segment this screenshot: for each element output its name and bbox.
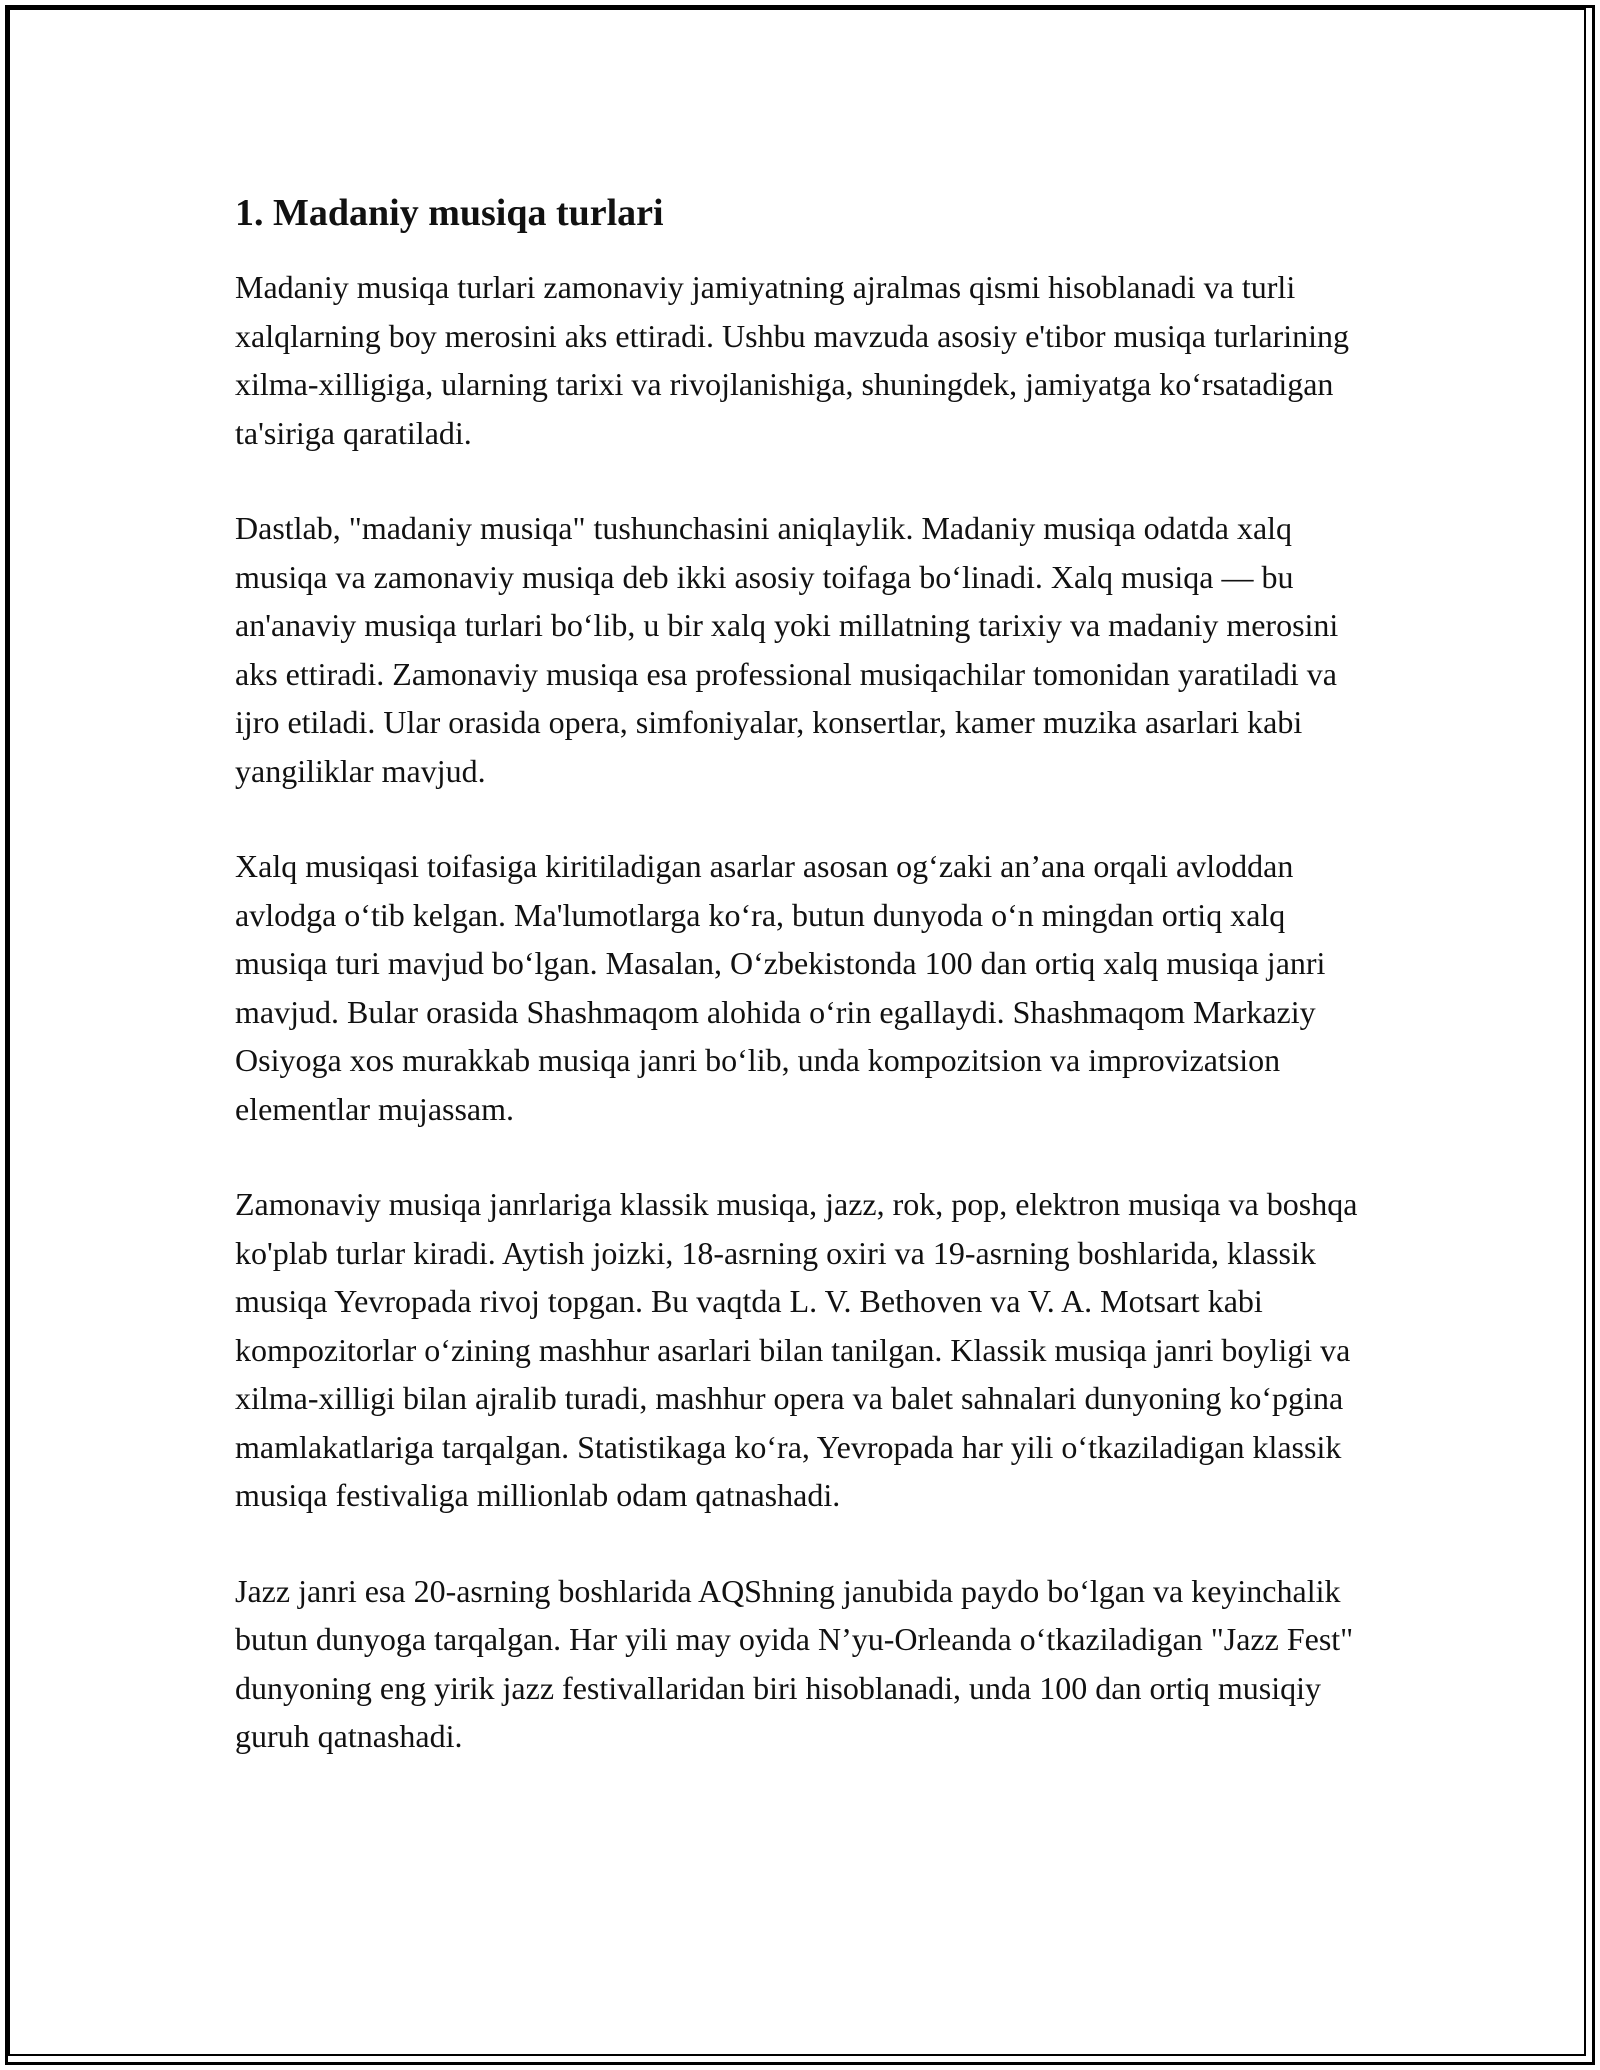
paragraph-intro: Madaniy musiqa turlari zamonaviy jamiyatning ajralmas qismi hisoblanadi va turli xalqlarning boy merosini aks ettiradi. Ushbu mavzuda asosiy e'tibor musiqa turlarining xilma-xilligiga, ularning tarixi va rivojlanishiga, shuningdek, jamiyatga ko‘rsatadigan ta'siriga qaratiladi. — [235, 269, 1349, 451]
paragraph-folk-music: Xalq musiqasi toifasiga kiritiladigan asarlar asosan og‘zaki an’ana orqali avloddan avlodga o‘tib kelgan. Ma'lumotlarga ko‘ra, butun dunyoda o‘n mingdan ortiq xalq musiqa turi mavjud bo‘lgan. Masalan, O‘zbekistonda 100 dan ortiq xalq musiqa janri mavjud. Bular orasida Shashmaqom alohida o‘rin egallaydi. Shashmaqom Markaziy Osiyoga xos murakkab musiqa janri bo‘lib, unda kompozitsion va improvizatsion elementlar mujassam. — [235, 848, 1326, 1127]
section-heading: 1. Madaniy musiqa turlari — [235, 192, 664, 234]
paragraph-modern-music: Zamonaviy musiqa janrlariga klassik musiqa, jazz, rok, pop, elektron musiqa va boshqa ko'plab turlar kiradi. Aytish joizki, 18-asrning oxiri va 19-asrning boshlarida, klassik musiqa Yevropada rivoj topgan. Bu vaqtda L. V. Bethoven va V. A. Motsart kabi kompozitorlar o‘zining mashhur asarlari bilan tanilgan. Klassik musiqa janri boyligi va xilma-xilligi bilan ajralib turadi, mashhur opera va balet sahnalari dunyoning ko‘pgina mamlakatlariga tarqalgan. Statistikaga ko‘ra, Yevropada har yili o‘tkaziladigan klassik musiqa festivaliga millionlab odam qatnashadi. — [235, 1186, 1358, 1513]
document-body — [235, 185, 1375, 1808]
paragraph-jazz: Jazz janri esa 20-asrning boshlarida AQShning janubida paydo bo‘lgan va keyinchalik butun dunyoga tarqalgan. Har yili may oyida N’yu-Orleanda o‘tkaziladigan "Jazz Fest" dunyoning eng yirik jazz festivallaridan biri hisoblanadi, unda 100 dan ortiq musiqiy guruh qatnashadi. — [235, 1572, 1354, 1754]
paragraph-definition: Dastlab, "madaniy musiqa" tushunchasini aniqlaylik. Madaniy musiqa odatda xalq musiqa va zamonaviy musiqa deb ikki asosiy toifaga bo‘linadi. Xalq musiqa — bu an'anaviy musiqa turlari bo‘lib, u bir xalq yoki millatning tarixiy va madaniy merosini aks ettiradi. Zamonaviy musiqa esa professional musiqachilar tomonidan yaratiladi va ijro etiladi. Ular orasida opera, simfoniyalar, konsertlar, kamer muzika asarlari kabi yangiliklar mavjud. — [235, 510, 1339, 789]
